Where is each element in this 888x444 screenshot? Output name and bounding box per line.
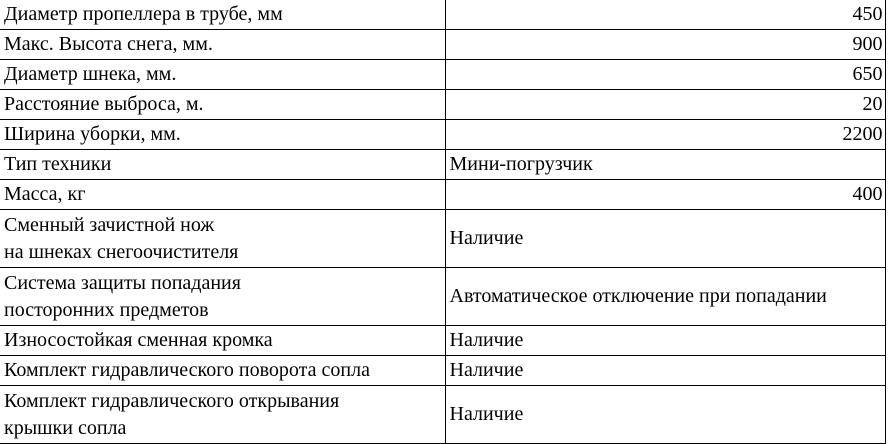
spec-value-cell: [445, 90, 885, 120]
spec-name-line-2: на шнеках снегоочистителя: [4, 240, 239, 263]
spec-value: Мини-погрузчик: [449, 153, 593, 175]
spec-value: 2200: [842, 123, 883, 145]
spec-value-cell: [445, 60, 885, 90]
spec-name-cell: [0, 180, 445, 210]
spec-name-cell: [0, 120, 445, 150]
spec-name-cell: [0, 326, 445, 356]
spec-value: 450: [852, 3, 883, 25]
spec-name-line-2: посторонних предметов: [4, 298, 209, 321]
spec-name: Диаметр пропеллера в трубе, мм: [4, 3, 283, 25]
table-row: [0, 120, 885, 150]
spec-name-cell: [0, 268, 445, 326]
spec-name-cell: [0, 210, 445, 268]
table-row: [0, 30, 885, 60]
spec-name: Тип техники: [4, 153, 112, 175]
spec-value-cell: [445, 120, 885, 150]
spec-value-cell: [445, 268, 885, 326]
spec-name: Расстояние выброса, м.: [4, 93, 204, 115]
spec-value: 400: [852, 183, 883, 205]
table-row: [0, 268, 885, 326]
spec-value: 650: [852, 63, 883, 85]
spec-name: Ширина уборки, мм.: [4, 123, 181, 145]
spec-name-cell: [0, 386, 445, 444]
spec-name-cell: [0, 90, 445, 120]
spec-name: Износостойкая сменная кромка: [4, 329, 273, 351]
spec-name-cell: [0, 356, 445, 386]
table-row: [0, 90, 885, 120]
spec-name-cell: [0, 60, 445, 90]
spec-name: Комплект гидравлического поворота сопла: [4, 359, 370, 381]
spec-name-line-1: Сменный зачистной нож: [4, 213, 215, 236]
spec-value-cell: [445, 386, 885, 444]
table-row: [0, 386, 885, 444]
table-row: [0, 210, 885, 268]
spec-value-cell: [445, 326, 885, 356]
spec-name: Макс. Высота снега, мм.: [4, 33, 213, 55]
spec-value-cell: [445, 30, 885, 60]
spec-value-cell: [445, 356, 885, 386]
spec-name-cell: [0, 30, 445, 60]
spec-name-cell: [0, 150, 445, 180]
spec-name-line-1: Система защиты попадания: [4, 271, 241, 294]
spec-name: Диаметр шнека, мм.: [4, 63, 177, 85]
table-row: [0, 60, 885, 90]
spec-name: Масса, кг: [4, 183, 86, 205]
table-row: [0, 356, 885, 386]
spec-value-cell: [445, 180, 885, 210]
spec-name-line-1: Комплект гидравлического открывания: [4, 389, 340, 412]
spec-value: Автоматическое отключение при попадании: [449, 285, 827, 307]
table-row: [0, 150, 885, 180]
spec-value: 20: [862, 93, 883, 115]
table-row: [0, 326, 885, 356]
spec-name-cell: [0, 0, 445, 30]
spec-value-cell: [445, 0, 885, 30]
spec-value: 900: [852, 33, 883, 55]
spec-value-cell: [445, 210, 885, 268]
spec-name-line-2: крышки сопла: [4, 416, 127, 439]
spec-value: Наличие: [449, 329, 524, 351]
spec-value: Наличие: [449, 403, 524, 425]
table-row: [0, 0, 885, 30]
spec-value: Наличие: [449, 227, 524, 249]
spec-value: Наличие: [449, 359, 524, 381]
table-row: [0, 180, 885, 210]
spec-value-cell: [445, 150, 885, 180]
